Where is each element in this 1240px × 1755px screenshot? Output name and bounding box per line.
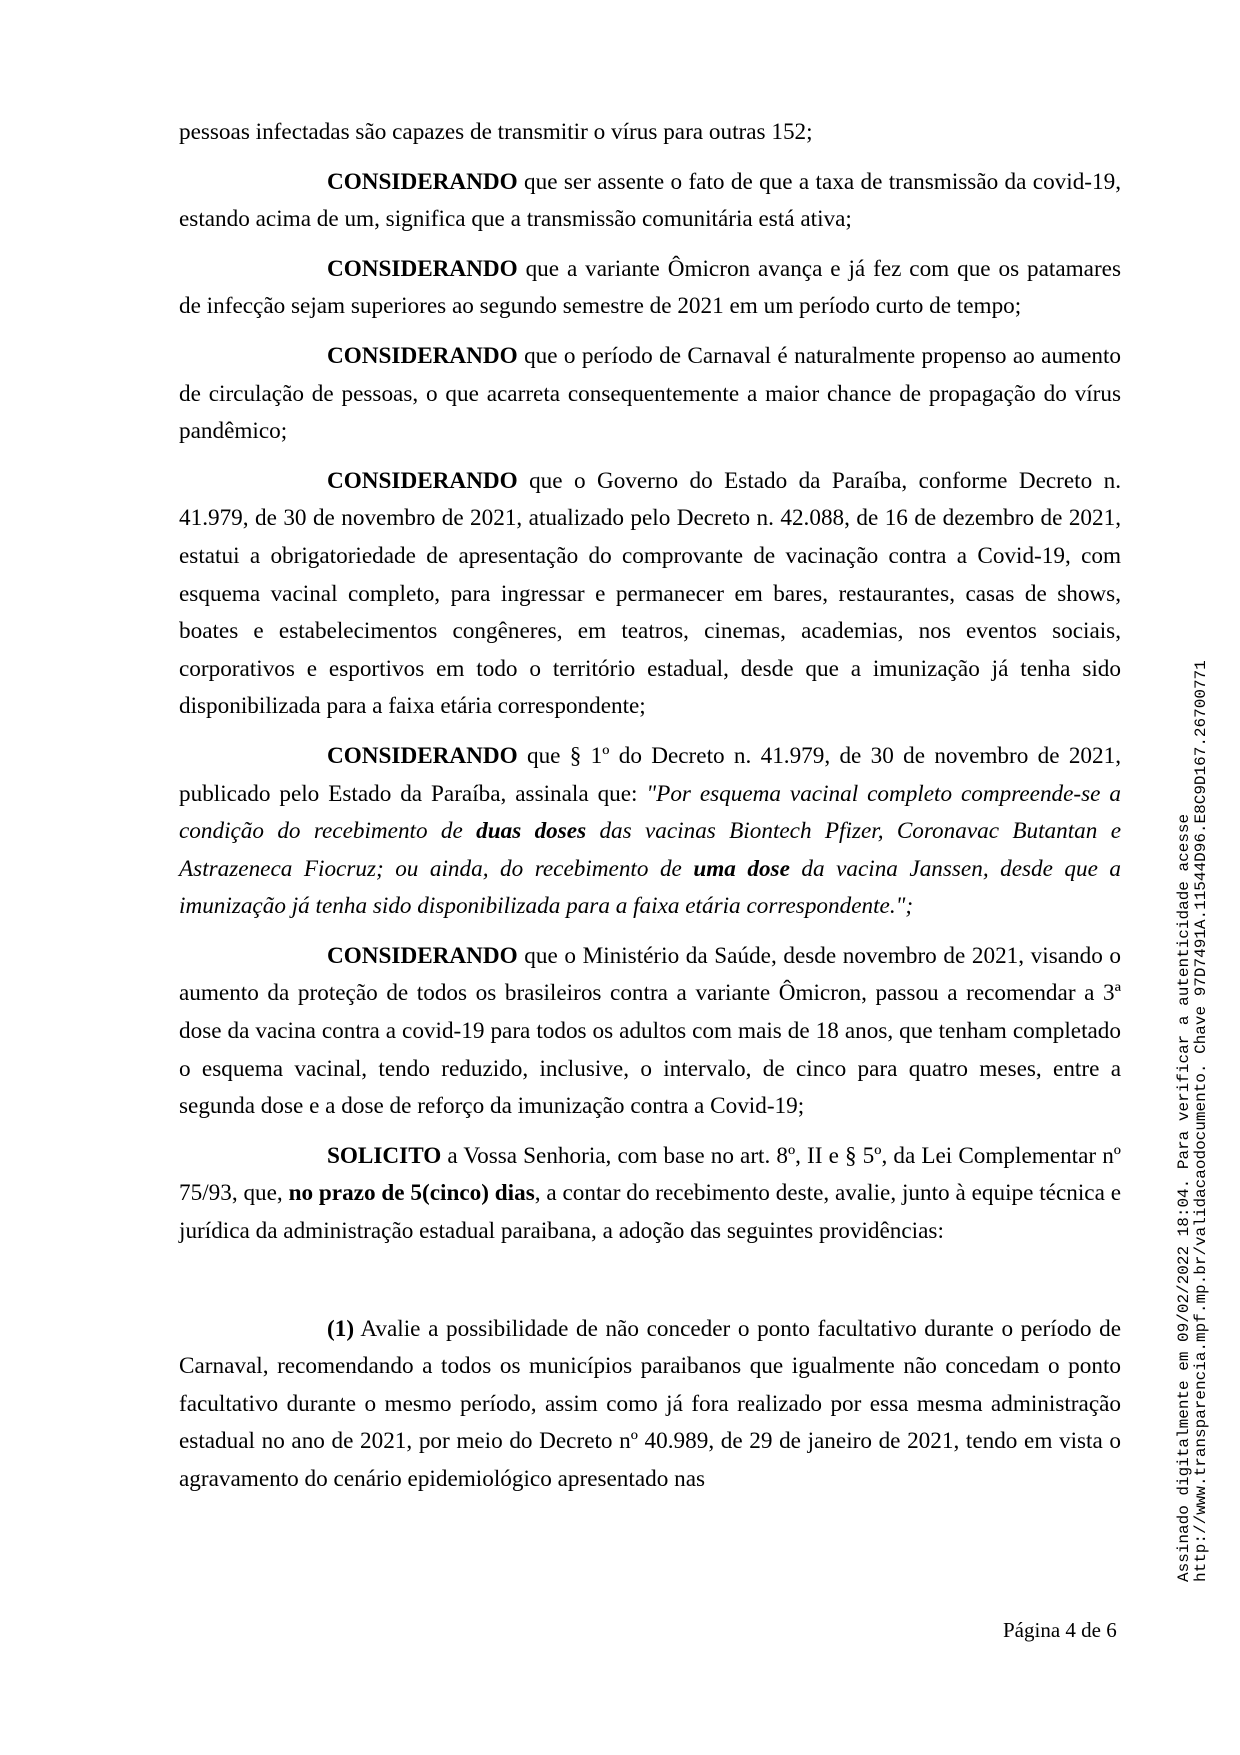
italic-quote-text: da vacina Janssen, desde que a imunização já tenha sido disponibilizada para a faixa etária correspondente."; (179, 855, 1121, 920)
bold-text: CONSIDERANDO (327, 255, 518, 282)
signature-stamp-line-2: http://www.transparencia.mpf.mp.br/validacaodocumento. Chave 97D7491A.11544D96.E8C9D167.26700771 (1192, 660, 1210, 1582)
bold-text: CONSIDERANDO (327, 742, 518, 769)
bold-italic-text: uma dose (693, 855, 790, 882)
signature-stamp-line-1: Assinado digitalmente em 09/02/2022 18:04. Para verificar a autenticidade acesse (1175, 813, 1193, 1582)
body-text: que o período de Carnaval é naturalmente propenso ao aumento de circulação de pessoas, o que acarreta consequentemente a maior chance de propagação do vírus pandêmico; (179, 342, 1121, 445)
paragraph-considerando-ministerio (179, 938, 1121, 1126)
body-text: que o Governo do Estado da Paraíba, conforme Decreto n. 41.979, de 30 de novembro de 2021, atualizado pelo Decreto n. 42.088, de 16 de dezembro de 2021, estatui a obrigatoriedade de apresentação do comprovante de vacinação contra a Covid-19, com esquema vacinal completo, para ingressar e permanecer em bares, restaurantes, casas de shows, boates e estabelecimentos congêneres, em teatros, cinemas, academias, nos eventos sociais, corporativos e esportivos em todo o território estadual, desde que a imunização já tenha sido disponibilizada para a faixa etária correspondente; (179, 467, 1121, 720)
italic-quote-text: das vacinas Biontech Pfizer, Coronavac Butantan e Astrazeneca Fiocruz; ou ainda, do recebimento de (179, 818, 1121, 882)
bold-text: (1) (327, 1315, 355, 1342)
body-text: a Vossa Senhoria, com base no art. 8º, II e § 5º, da Lei Complementar nº 75/93, que, (179, 1142, 1121, 1207)
bold-text: CONSIDERANDO (327, 467, 518, 494)
body-text: que a variante Ômicron avança e já fez com que os patamares de infecção sejam superiores ao segundo semestre de 2021 em um período curto de tempo; (179, 255, 1121, 320)
body-text: pessoas infectadas são capazes de transmitir o vírus para outras 152; (179, 119, 813, 145)
bold-italic-text: duas doses (476, 818, 587, 845)
document-body (179, 114, 1121, 1511)
paragraph-considerando-omicron (179, 251, 1121, 326)
paragraph-considerando-esquema-vacinal (179, 738, 1121, 926)
bold-text: no prazo de 5(cinco) dias (288, 1180, 535, 1207)
bold-text: CONSIDERANDO (327, 942, 518, 969)
digital-signature-stamp (1176, 630, 1210, 1582)
italic-quote-text: "Por esquema vacinal completo compreende-se a condição do recebimento de (179, 780, 1121, 845)
paragraph-considerando-decreto (179, 463, 1121, 726)
paragraph-item-1 (179, 1311, 1121, 1499)
page-number: Página 4 de 6 (1003, 1618, 1117, 1642)
paragraph-solicito (179, 1138, 1121, 1251)
body-text: Avalie a possibilidade de não conceder o ponto facultativo durante o período de Carnaval, recomendando a todos os municípios paraibanos que igualmente não concedam o ponto facultativo durante o mesmo período, assim como já fora realizado por essa mesma administração estadual no ano de 2021, por meio do Decreto nº 40.989, de 29 de janeiro de 2021, tendo em vista o agravamento do cenário epidemiológico apresentado nas (179, 1315, 1121, 1492)
body-text: que § 1º do Decreto n. 41.979, de 30 de novembro de 2021, publicado pelo Estado da Paraíba, assinala que: (179, 742, 1121, 807)
body-text: que ser assente o fato de que a taxa de transmissão da covid-19, estando acima de um, significa que a transmissão comunitária está ativa; (179, 168, 1121, 233)
bold-text: SOLICITO (327, 1142, 442, 1169)
paragraph-considerando-carnaval (179, 338, 1121, 451)
paragraph-continuation (179, 114, 1121, 152)
body-text: que o Ministério da Saúde, desde novembro de 2021, visando o aumento da proteção de todos os brasileiros contra a variante Ômicron, passou a recomendar a 3ª dose da vacina contra a covid-19 para todos os adultos com mais de 18 anos, que tenham completado o esquema vacinal, tendo reduzido, inclusive, o intervalo, de cinco para quatro meses, entre a segunda dose e a dose de reforço da imunização contra a Covid-19; (179, 942, 1121, 1120)
body-text: , a contar do recebimento deste, avalie, junto à equipe técnica e jurídica da administração estadual paraibana, a adoção das seguintes providências: (179, 1180, 1122, 1245)
bold-text: CONSIDERANDO (327, 342, 518, 369)
bold-text: CONSIDERANDO (327, 168, 518, 195)
paragraph-considerando-transmissao (179, 164, 1121, 239)
